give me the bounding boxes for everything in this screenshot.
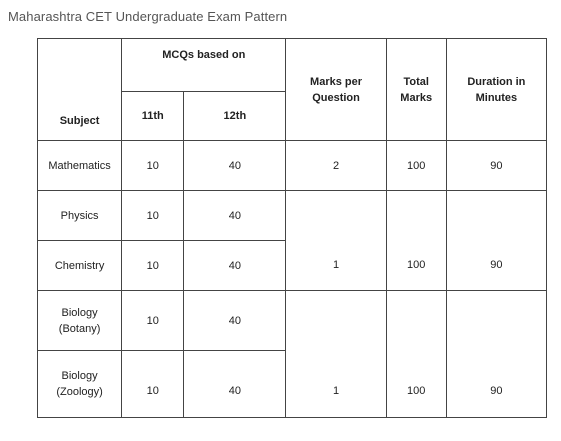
header-mcq-12th: 12th	[184, 92, 286, 141]
cell-mcq-12th: 40	[184, 141, 286, 191]
header-mcq-11th: 11th	[122, 92, 184, 141]
header-duration-line1: Duration in	[467, 75, 526, 88]
header-marks-per-question-line1: Marks per	[310, 75, 363, 88]
cell-mcq-11th: 10	[122, 241, 184, 291]
cell-mcq-11th: 10	[122, 191, 184, 241]
cell-subject: Chemistry	[38, 241, 122, 291]
cell-subject-line2: (Botany)	[58, 322, 101, 335]
cell-marks-per-question: 1	[286, 191, 386, 291]
cell-total-marks: 100	[386, 191, 446, 291]
cell-subject	[38, 291, 122, 351]
header-marks-per-question	[286, 39, 386, 141]
header-mcqs-based-on: MCQs based on	[122, 39, 286, 92]
cell-total-marks: 100	[386, 141, 446, 191]
exam-pattern-table	[37, 38, 547, 418]
cell-marks-per-question: 2	[286, 141, 386, 191]
page-title: Maharashtra CET Undergraduate Exam Pattern	[8, 9, 288, 24]
cell-duration: 90	[446, 291, 546, 418]
header-total-marks-line2: Marks	[400, 91, 433, 104]
header-duration-line2: Minutes	[475, 91, 518, 104]
cell-total-marks: 100	[386, 291, 446, 418]
cell-mcq-11th: 10	[122, 291, 184, 351]
table-row	[38, 191, 547, 241]
header-duration	[446, 39, 546, 141]
cell-mcq-11th: 10	[122, 141, 184, 191]
cell-subject: Mathematics	[38, 141, 122, 191]
cell-duration: 90	[446, 191, 546, 291]
cell-mcq-11th: 10	[122, 351, 184, 418]
cell-mcq-12th: 40	[184, 351, 286, 418]
cell-mcq-12th: 40	[184, 291, 286, 351]
cell-mcq-12th: 40	[184, 241, 286, 291]
header-subject: Subject	[38, 39, 122, 141]
header-total-marks	[386, 39, 446, 141]
cell-duration: 90	[446, 141, 546, 191]
table-row	[38, 141, 547, 191]
header-total-marks-line1: Total	[403, 75, 429, 88]
cell-subject-line1: Biology	[61, 306, 98, 319]
cell-subject-line1: Biology	[61, 370, 98, 382]
cell-subject: Physics	[38, 191, 122, 241]
cell-subject-line2: (Zoology)	[56, 386, 103, 398]
table-row	[38, 291, 547, 351]
header-row-1	[38, 39, 547, 92]
header-marks-per-question-line2: Question	[312, 91, 360, 104]
cell-subject	[38, 351, 122, 418]
cell-mcq-12th: 40	[184, 191, 286, 241]
cell-marks-per-question: 1	[286, 291, 386, 418]
